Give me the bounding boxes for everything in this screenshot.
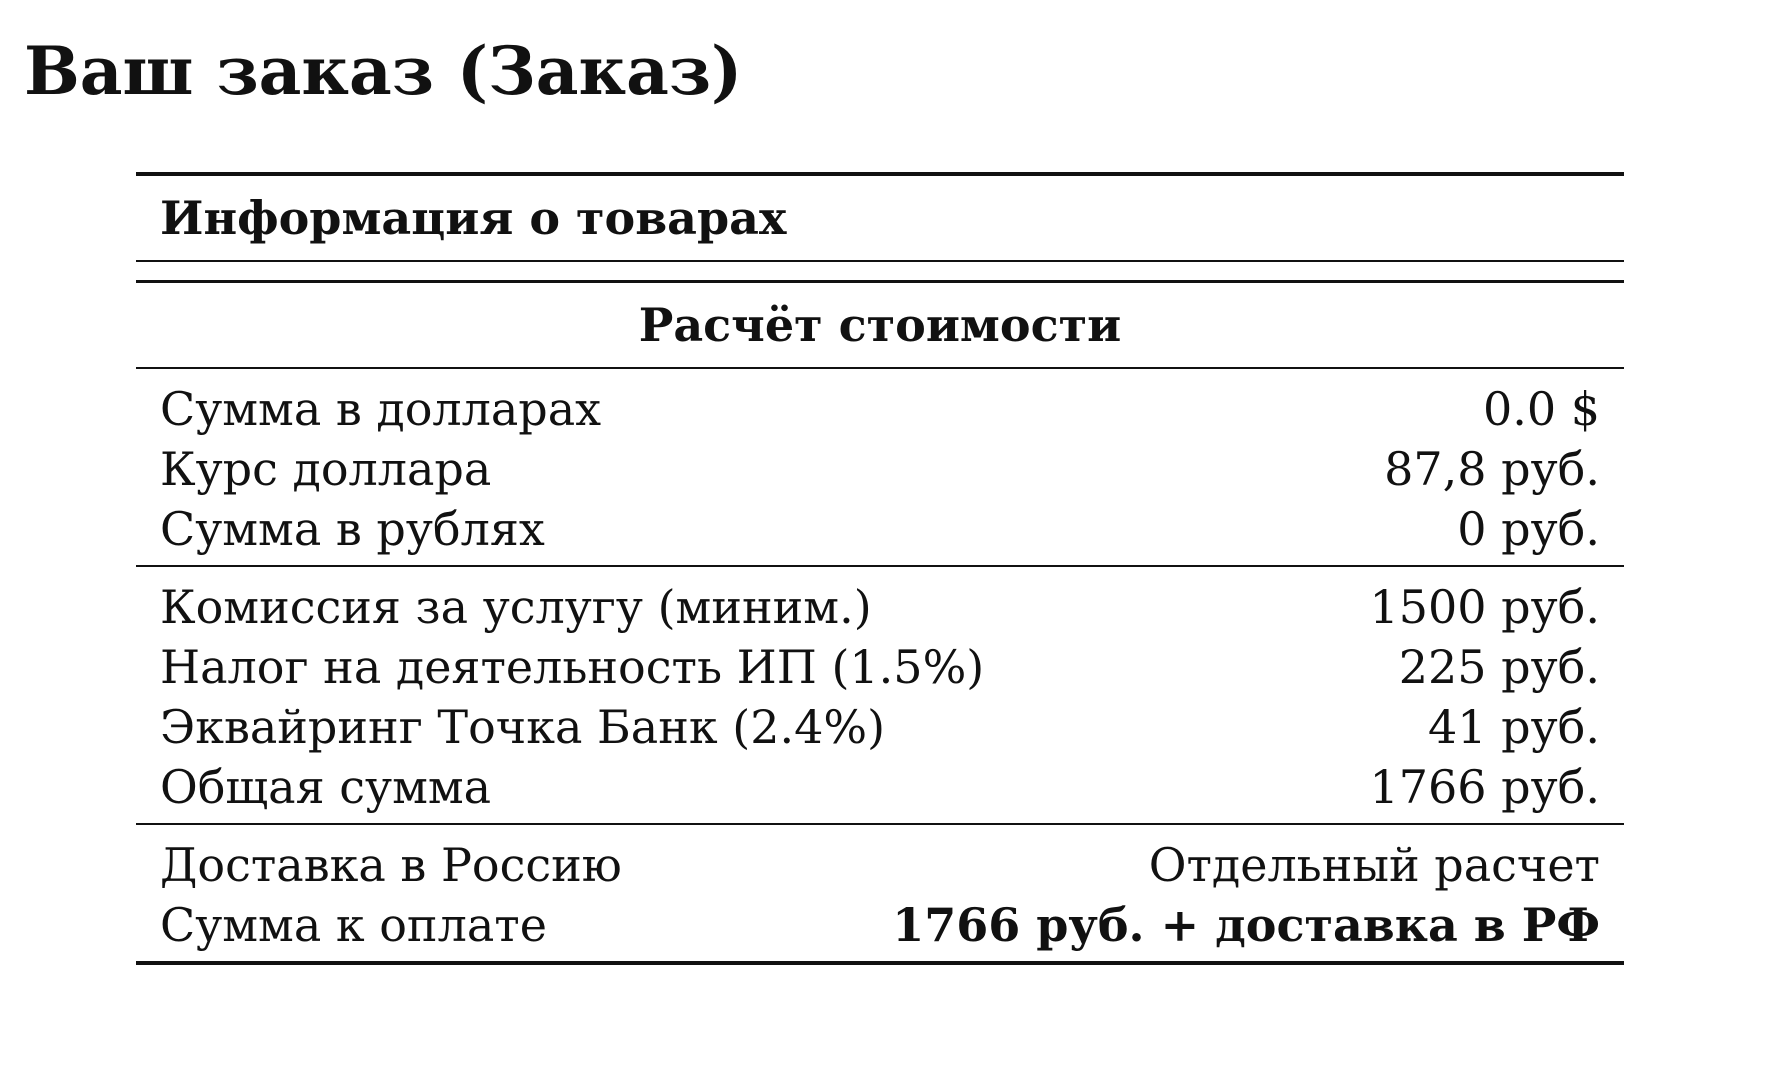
row-value: 0 руб. [1457,502,1600,556]
base-amounts-group [136,369,1624,565]
section-gap [136,262,1624,280]
row-value: 41 руб. [1428,700,1600,754]
row-delivery [136,835,1624,895]
row-sum-usd [136,379,1624,439]
row-label: Сумма к оплате [160,898,547,952]
calculation-heading: Расчёт стоимости [638,298,1122,352]
row-label: Комиссия за услугу (миним.) [160,580,872,634]
page-title: Ваш заказ (Заказ) [24,32,743,110]
row-label: Сумма в рублях [160,502,545,556]
table-bottom-rule [136,961,1624,965]
row-sum-rub [136,499,1624,559]
fees-group [136,567,1624,823]
row-label: Сумма в долларах [160,382,602,436]
row-label: Курс доллара [160,442,492,496]
row-label: Доставка в Россию [160,838,622,892]
row-value: 87,8 руб. [1384,442,1600,496]
row-value: 1500 руб. [1369,580,1600,634]
row-total [136,757,1624,817]
row-value: Отдельный расчет [1148,838,1600,892]
order-summary-table [136,172,1624,965]
row-value: 225 руб. [1398,640,1600,694]
row-label: Налог на деятельность ИП (1.5%) [160,640,985,694]
final-group [136,825,1624,961]
row-service-fee [136,577,1624,637]
row-amount-due [136,895,1624,955]
row-tax [136,637,1624,697]
amount-due-value: 1766 руб. + доставка в РФ [892,898,1600,952]
row-value: 1766 руб. [1369,760,1600,814]
row-label: Общая сумма [160,760,492,814]
row-label: Эквайринг Точка Банк (2.4%) [160,700,886,754]
row-exchange-rate [136,439,1624,499]
row-value: 0.0 $ [1482,382,1600,436]
products-section-heading: Информация о товарах [160,191,787,245]
row-acquiring [136,697,1624,757]
